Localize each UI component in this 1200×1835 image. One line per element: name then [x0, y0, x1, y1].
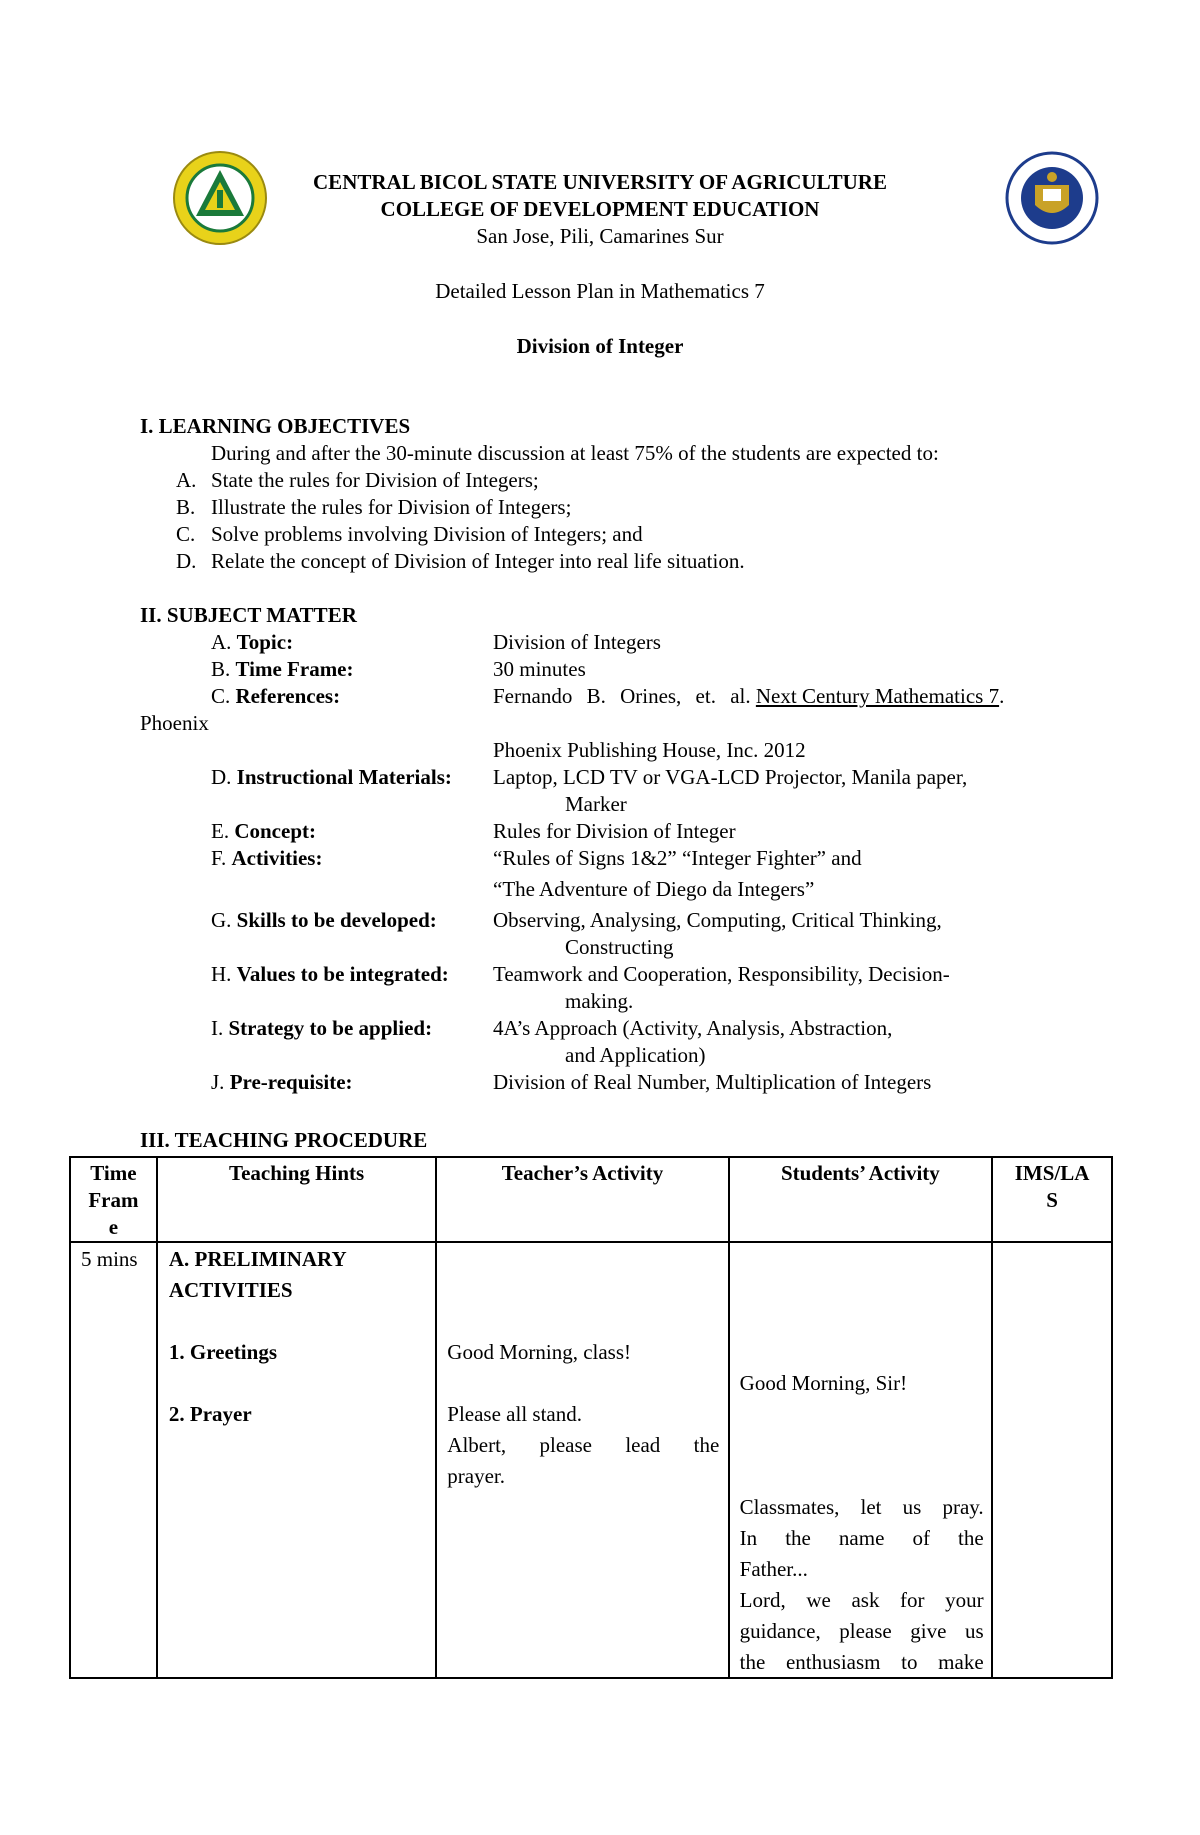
item-letter: J. [211, 1070, 225, 1094]
subject-activities-value-line1: “Rules of Signs 1&2” “Integer Fighter” and [493, 846, 862, 870]
students-prayer-line: guidance, please give us [739, 1619, 984, 1643]
column-header-time-frame [70, 1157, 157, 1242]
subject-references-label [211, 683, 340, 709]
item-letter: A. [211, 630, 232, 654]
college-name: COLLEGE OF DEVELOPMENT EDUCATION [380, 197, 820, 221]
college-address: San Jose, Pili, Camarines Sur [476, 224, 724, 248]
subject-strategy-label [211, 1015, 432, 1041]
item-letter: C. [211, 684, 231, 708]
cell-time-frame [70, 1242, 157, 1678]
item-label: Instructional Materials: [236, 765, 452, 789]
objective-item: Illustrate the rules for Division of Integers; [211, 495, 572, 519]
teacher-lead-line1: Albert, please lead the [447, 1433, 720, 1457]
subject-concept-value: Rules for Division of Integer [493, 819, 736, 843]
subject-materials-value-line1: Laptop, LCD TV or VGA-LCD Projector, Manila paper, [493, 765, 968, 789]
students-prayer-line: the enthusiasm to make [739, 1650, 984, 1674]
item-letter: F. [211, 846, 227, 870]
teacher-greeting: Good Morning, class! [447, 1340, 632, 1364]
objectives-heading: I. LEARNING OBJECTIVES [140, 414, 411, 438]
table-row [70, 1242, 1112, 1678]
column-header-teacher-activity: Teacher’s Activity [436, 1157, 728, 1242]
item-letter: B. [211, 657, 231, 681]
cell-teaching-hints [157, 1242, 436, 1678]
reference-book-title: Next Century Mathematics 7 [755, 684, 1000, 708]
subject-references-value [493, 683, 1059, 709]
subject-prereq-value: Division of Real Number, Multiplication of Integers [493, 1070, 932, 1094]
subject-strategy-value-line2: and Application) [565, 1043, 706, 1067]
item-letter: H. [211, 962, 232, 986]
teacher-lead-line2: prayer. [447, 1464, 506, 1488]
students-greeting: Good Morning, Sir! [739, 1371, 908, 1395]
table-header-row [70, 1157, 1112, 1242]
subject-activities-value-line2: “The Adventure of Diego da Integers” [493, 877, 815, 901]
column-header-ims-las [992, 1157, 1112, 1242]
item-label: Values to be integrated: [236, 962, 449, 986]
subject-materials-value-line2: Marker [565, 792, 627, 816]
objective-letter: D. [176, 549, 197, 573]
procedure-heading: III. TEACHING PROCEDURE [140, 1128, 428, 1152]
column-header-students-activity: Students’ Activity [729, 1157, 992, 1242]
objective-letter: B. [176, 495, 196, 519]
students-prayer-line: Classmates, let us pray. [739, 1495, 984, 1519]
column-header-teaching-hints: Teaching Hints [157, 1157, 436, 1242]
time-value: 5 mins [81, 1247, 138, 1271]
item-letter: G. [211, 908, 232, 932]
item-letter: E. [211, 819, 230, 843]
subject-materials-label [211, 764, 452, 790]
cell-teacher-activity [436, 1242, 728, 1678]
subject-values-label [211, 961, 449, 987]
plan-title: Detailed Lesson Plan in Mathematics 7 [435, 279, 765, 303]
topic-title: Division of Integer [516, 334, 684, 358]
subject-concept-label [211, 818, 316, 844]
teacher-stand: Please all stand. [447, 1402, 582, 1426]
item-label: Activities: [231, 846, 323, 870]
hint-section-line2: ACTIVITIES [168, 1278, 293, 1302]
header-line: IMS/LA [1014, 1161, 1090, 1185]
subject-strategy-value-line1: 4A’s Approach (Activity, Analysis, Abstraction, [493, 1016, 893, 1040]
item-letter: I. [211, 1016, 224, 1040]
students-prayer-line: In the name of the [739, 1526, 984, 1550]
objective-item: Solve problems involving Division of Integers; and [211, 522, 643, 546]
item-label: Time Frame: [235, 657, 354, 681]
university-name: CENTRAL BICOL STATE UNIVERSITY OF AGRICULTURE [313, 170, 887, 194]
subject-skills-label [211, 907, 437, 933]
item-label: Concept: [234, 819, 316, 843]
item-label: Pre-requisite: [229, 1070, 353, 1094]
item-label: References: [235, 684, 341, 708]
objective-letter: C. [176, 522, 196, 546]
hint-prayer: 2. Prayer [168, 1402, 252, 1426]
subject-topic-label [211, 629, 293, 655]
hint-greetings: 1. Greetings [168, 1340, 277, 1364]
cell-ims-las [992, 1242, 1112, 1678]
subject-skills-value-line1: Observing, Analysing, Computing, Critical Thinking, [493, 908, 942, 932]
item-letter: D. [211, 765, 232, 789]
hint-section-line1: A. PRELIMINARY [168, 1247, 347, 1271]
header-line: e [108, 1215, 119, 1239]
item-label: Topic: [236, 630, 294, 654]
subject-skills-value-line2: Constructing [565, 935, 674, 959]
subject-matter-heading: II. SUBJECT MATTER [140, 603, 357, 627]
reference-overflow: Phoenix [140, 711, 209, 735]
students-prayer-line: Lord, we ask for your [739, 1588, 984, 1612]
header-line: Fram [88, 1188, 139, 1212]
subject-time-frame-value: 30 minutes [493, 657, 586, 681]
objective-letter: A. [176, 468, 197, 492]
teaching-procedure-table [69, 1156, 1113, 1679]
subject-activities-label [211, 845, 322, 871]
header-line: Time [90, 1161, 137, 1185]
objectives-intro: During and after the 30-minute discussion at least 75% of the students are expected to: [211, 441, 939, 465]
subject-values-value-line1: Teamwork and Cooperation, Responsibility, Decision- [493, 962, 950, 986]
reference-publisher: Phoenix Publishing House, Inc. 2012 [493, 738, 806, 762]
cell-students-activity [729, 1242, 992, 1678]
subject-prereq-label [211, 1069, 353, 1095]
reference-authors: Fernando B. Orines, et. al. [493, 684, 751, 708]
item-label: Strategy to be applied: [228, 1016, 433, 1040]
item-label: Skills to be developed: [236, 908, 437, 932]
header-line: S [1046, 1188, 1058, 1212]
objective-item: Relate the concept of Division of Integer into real life situation. [211, 549, 745, 573]
reference-period: . [999, 684, 1005, 708]
subject-values-value-line2: making. [565, 989, 634, 1013]
objective-item: State the rules for Division of Integers; [211, 468, 539, 492]
students-prayer-line: Father... [739, 1557, 808, 1581]
subject-topic-value: Division of Integers [493, 630, 661, 654]
subject-time-frame-label [211, 656, 354, 682]
